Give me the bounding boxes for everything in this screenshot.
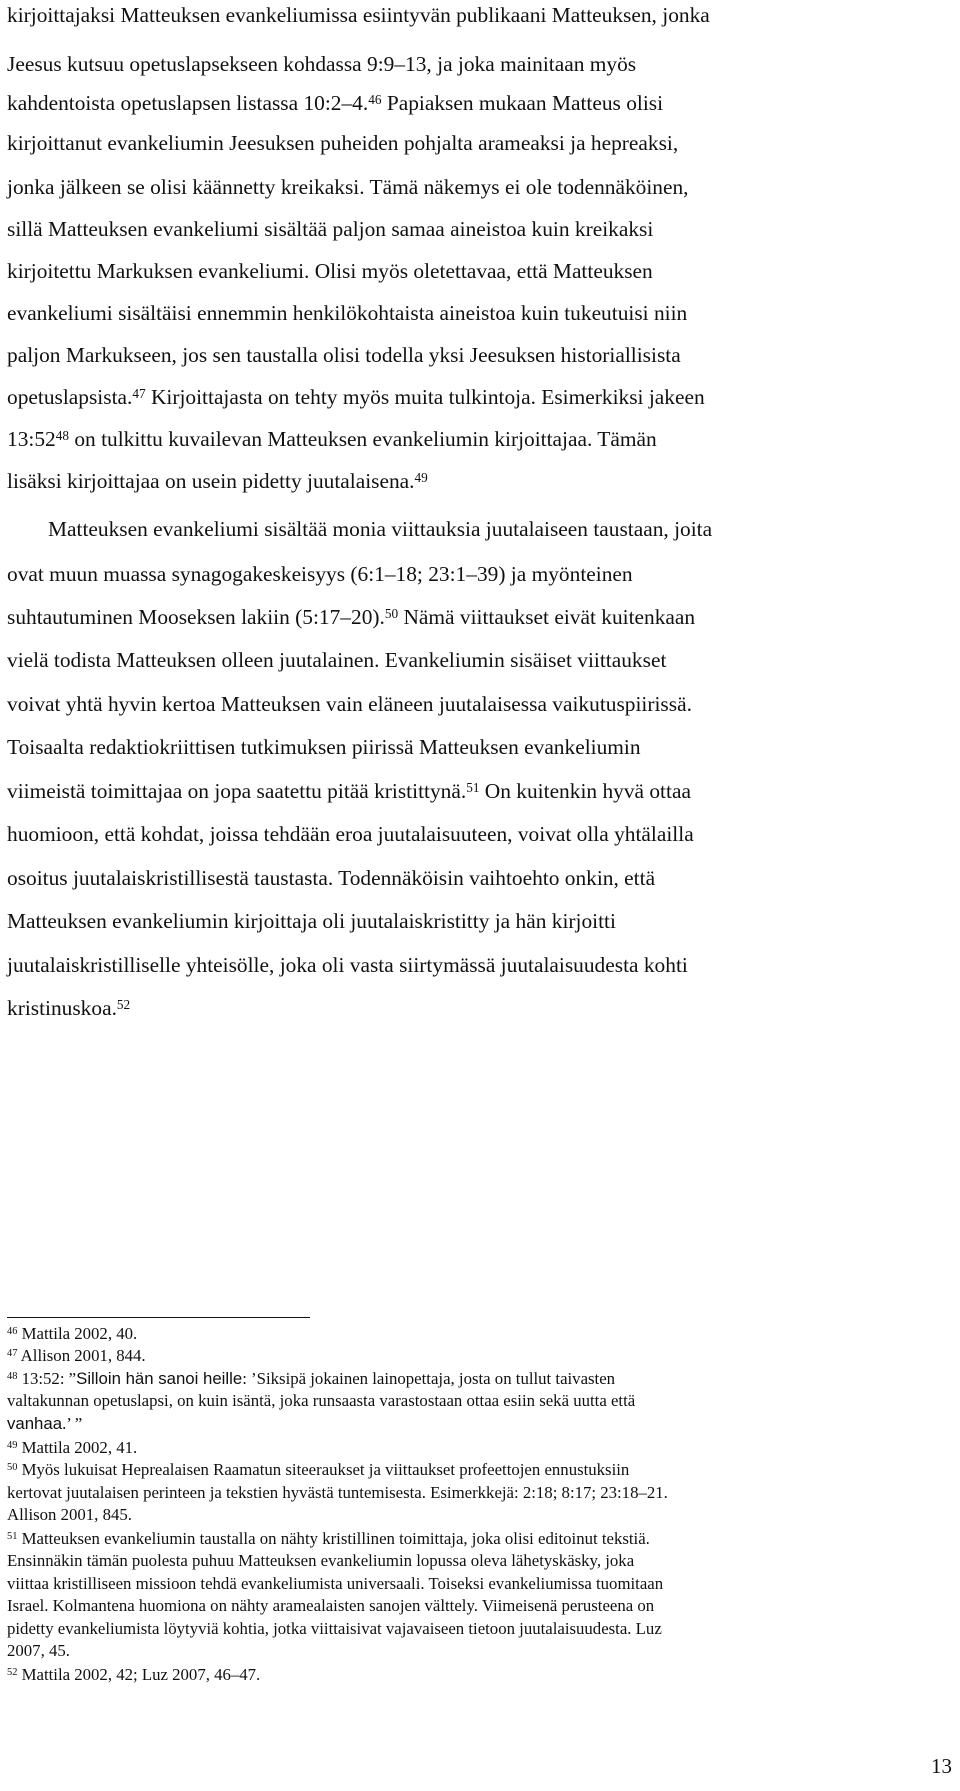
body-line xyxy=(7,781,691,802)
footnote-48-line xyxy=(7,1416,82,1433)
footnote-text: Matteuksen evankeliumin taustalla on nähty kristillinen toimittaja, joka olisi editoinut tekstiä. xyxy=(17,1529,650,1548)
footnote-ref-51[interactable]: 51 xyxy=(466,780,480,796)
body-text: evankeliumi sisältäisi ennemmin henkilökohtaista aineistoa kuin tukeutuisi niin xyxy=(7,301,688,325)
footnote-number: 48 xyxy=(7,1371,18,1383)
body-text: lisäksi kirjoittajaa on usein pidetty juutalaisena. xyxy=(7,469,415,493)
footnote-51-line xyxy=(7,1598,654,1615)
body-text: Nämä viittaukset eivät kuitenkaan xyxy=(398,605,696,629)
footnote-ref-52[interactable]: 52 xyxy=(116,997,131,1013)
footnote-51-line xyxy=(7,1643,70,1660)
body-text: Kirjoittajasta on tehty myös muita tulkintoja. Esimerkiksi jakeen xyxy=(145,385,705,409)
body-text: Matteuksen evankeliumin kirjoittaja oli juutalaiskristitty ja hän kirjoitti xyxy=(7,909,616,933)
body-line xyxy=(7,868,655,889)
body-line xyxy=(7,219,653,240)
footnote-51 xyxy=(7,1531,650,1548)
footnote-ref-48[interactable]: 48 xyxy=(55,428,69,444)
footnote-48-line xyxy=(7,1393,635,1410)
body-line xyxy=(7,303,687,324)
footnote-text: Allison 2001, 844. xyxy=(17,1346,146,1365)
body-text: suhtautuminen Mooseksen lakiin (5:17–20). xyxy=(7,605,385,629)
body-line xyxy=(7,261,653,282)
page-number: 13 xyxy=(931,1754,952,1778)
footnote-text: : ’Siksipä jokainen lainopettaja, josta on tullut taivasten xyxy=(242,1369,616,1388)
body-line xyxy=(7,607,695,628)
body-text: 13:52 xyxy=(7,427,56,451)
footnote-text: kertovat juutalaisen perinteen ja tekstien hyvästä tuntemisesta. Esimerkkejä: 2:18; 8:17; 23:18–21. xyxy=(7,1483,668,1502)
footnote-50-line xyxy=(7,1485,668,1502)
body-line xyxy=(7,133,678,154)
footnote-ref-46[interactable]: 46 xyxy=(368,92,382,108)
footnote-51-line xyxy=(7,1576,663,1593)
body-line xyxy=(7,650,666,671)
body-text: vielä todista Matteuksen olleen juutalainen. Evankeliumin sisäiset viittaukset xyxy=(7,648,667,672)
footnote-ref-47[interactable]: 47 xyxy=(132,386,146,402)
body-line xyxy=(7,471,428,492)
body-text: On kuitenkin hyvä ottaa xyxy=(479,779,691,803)
footnote-text: 13:52: ” xyxy=(17,1369,77,1388)
footnote-number: 50 xyxy=(7,1462,18,1474)
footnote-text: Mattila 2002, 41. xyxy=(17,1438,138,1457)
footnote-number: 51 xyxy=(7,1531,18,1543)
footnote-ref-49[interactable]: 49 xyxy=(414,470,428,486)
body-line xyxy=(7,387,705,408)
footnote-number: 47 xyxy=(7,1348,18,1360)
footnote-47 xyxy=(7,1348,146,1365)
body-text: paljon Markukseen, jos sen taustalla olisi todella yksi Jeesuksen historiallisista xyxy=(7,343,681,367)
body-line xyxy=(7,429,657,450)
body-text: kristinuskoa. xyxy=(7,996,117,1020)
body-line xyxy=(48,519,712,540)
footnote-number: 49 xyxy=(7,1440,18,1452)
body-text: Matteuksen evankeliumi sisältää monia viittauksia juutalaiseen taustaan, joita xyxy=(48,517,713,541)
body-text: on tulkittu kuvailevan Matteuksen evankeliumin kirjoittajaa. Tämän xyxy=(68,427,657,451)
footnote-text: Allison 2001, 845. xyxy=(7,1505,132,1524)
footnote-text: Ensinnäkin tämän puolesta puhuu Matteuksen evankeliumin lopussa oleva lähetyskäsky, joka xyxy=(7,1551,635,1570)
body-line xyxy=(7,345,681,366)
footnote-text: Israel. Kolmantena huomiona on nähty aramealaisten sanojen välttely. Viimeisenä perusteena on xyxy=(7,1596,655,1615)
body-text: osoitus juutalaiskristillisestä taustasta. Todennäköisin vaihtoehto onkin, että xyxy=(7,866,656,890)
body-line xyxy=(7,93,663,114)
body-text: Jeesus kutsuu opetuslapsekseen kohdassa 9:9–13, ja joka mainitaan myös xyxy=(7,52,637,76)
footnote-51-line xyxy=(7,1621,662,1638)
body-line xyxy=(7,824,694,845)
footnote-49 xyxy=(7,1440,137,1457)
footnote-52 xyxy=(7,1667,260,1684)
footnote-text: Myös lukuisat Heprealaisen Raamatun siteeraukset ja viittaukset profeettojen ennustuksiin xyxy=(17,1460,630,1479)
body-text: voivat yhtä hyvin kertoa Matteuksen vain eläneen juutalaisessa vaikutuspiirissä. xyxy=(7,692,692,716)
body-text: ovat muun muassa synagogakeskeisyys (6:1–18; 23:1–39) ja myönteinen xyxy=(7,562,633,586)
body-line xyxy=(7,177,689,198)
body-line xyxy=(7,5,710,26)
body-text: viimeistä toimittajaa on jopa saatettu pitää kristittynä. xyxy=(7,779,467,803)
footnote-text: Mattila 2002, 40. xyxy=(17,1324,138,1343)
footnote-text: Silloin hän sanoi heille xyxy=(76,1369,243,1388)
body-text: kirjoittanut evankeliumin Jeesuksen puheiden pohjalta arameaksi ja hepreaksi, xyxy=(7,131,679,155)
body-line xyxy=(7,955,688,976)
footnote-separator xyxy=(7,1317,310,1318)
footnote-51-line xyxy=(7,1553,634,1570)
footnote-text: Mattila 2002, 42; Luz 2007, 46–47. xyxy=(17,1665,261,1684)
body-line xyxy=(7,694,692,715)
footnote-text: viittaa kristilliseen missioon tehdä evankeliumista universaali. Toiseksi evankeliumissa tuomitaan xyxy=(7,1574,664,1593)
body-line xyxy=(7,564,633,585)
footnote-number: 46 xyxy=(7,1326,18,1338)
footnote-text: pidetty evankeliumista löytyviä kohtia, jotka viittaisivat vajavaiseen tietoon juutalaisuudesta. Luz xyxy=(7,1619,662,1638)
body-text: jonka jälkeen se olisi käännetty kreikaksi. Tämä näkemys ei ole todennäköinen, xyxy=(7,175,689,199)
footnote-number: 52 xyxy=(7,1667,18,1679)
footnote-ref-50[interactable]: 50 xyxy=(384,606,399,622)
body-line xyxy=(7,998,130,1019)
body-text: Papiaksen mukaan Matteus olisi xyxy=(381,91,664,115)
body-text: kahdentoista opetuslapsen listassa 10:2–4. xyxy=(7,91,369,115)
body-text: sillä Matteuksen evankeliumi sisältää paljon samaa aineistoa kuin kreikaksi xyxy=(7,217,654,241)
footnote-text: vanhaa xyxy=(7,1414,63,1433)
footnote-text: valtakunnan opetuslapsi, on kuin isäntä, joka runsaasta varastostaan ottaa esiin sekä uutta että xyxy=(7,1391,636,1410)
body-line xyxy=(7,54,636,75)
body-text: juutalaiskristilliselle yhteisölle, joka oli vasta siirtymässä juutalaisuudesta kohti xyxy=(7,953,688,977)
footnote-50 xyxy=(7,1462,629,1479)
body-text: opetuslapsista. xyxy=(7,385,133,409)
footnote-46 xyxy=(7,1326,137,1343)
footnote-48 xyxy=(7,1371,615,1388)
footnote-text: 2007, 45. xyxy=(7,1641,70,1660)
body-text: huomioon, että kohdat, joissa tehdään eroa juutalaisuuteen, voivat olla yhtälailla xyxy=(7,822,694,846)
body-line xyxy=(7,911,616,932)
body-text: kirjoitettu Markuksen evankeliumi. Olisi myös oletettavaa, että Matteuksen xyxy=(7,259,653,283)
body-text: Toisaalta redaktiokriittisen tutkimuksen piirissä Matteuksen evankeliumin xyxy=(7,735,641,759)
body-text: kirjoittajaksi Matteuksen evankeliumissa esiintyvän publikaani Matteuksen, jonka xyxy=(7,3,710,27)
footnote-50-line xyxy=(7,1507,132,1524)
body-line xyxy=(7,737,641,758)
footnote-text: .’ ” xyxy=(62,1414,83,1433)
